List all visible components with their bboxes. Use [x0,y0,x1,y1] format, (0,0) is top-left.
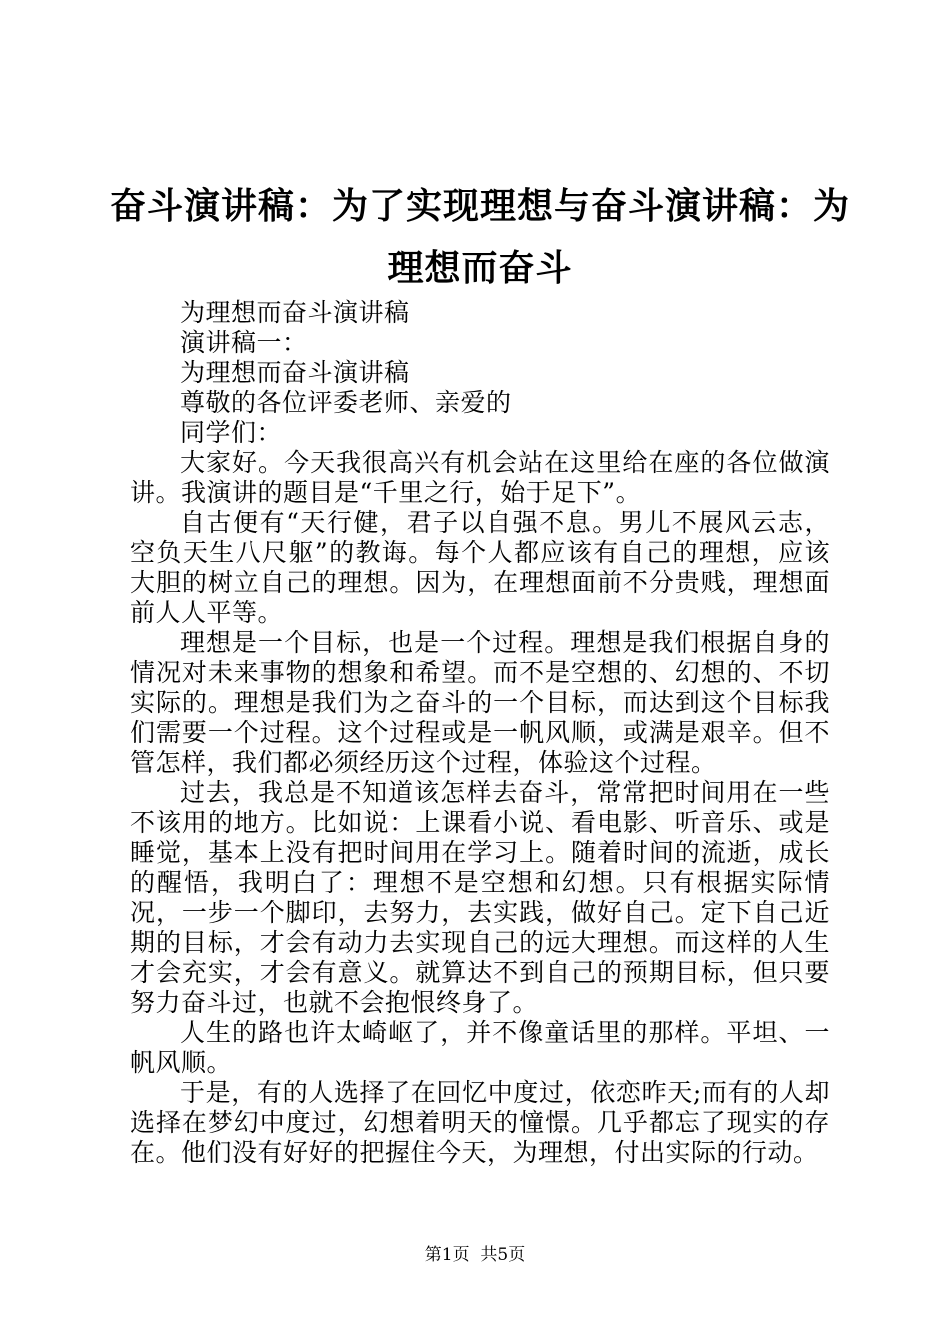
paragraph: 大家好。今天我很高兴有机会站在这里给在座的各位做演讲。我演讲的题目是“千里之行，始于足下”。 [130,448,830,507]
paragraph: 于是，有的人选择了在回忆中度过，依恋昨天;而有的人却选择在梦幻中度过，幻想着明天的憧憬。几乎都忘了现实的存在。他们没有好好的把握住今天，为理想，付出实际的行动。 [130,1078,830,1167]
page-number: 第1页 [424,1245,470,1265]
paragraph: 同学们： [180,418,283,447]
paragraph: 人生的路也许太崎岖了，并不像童话里的那样。平坦、一帆风顺。 [130,1018,830,1077]
document-title: 奋斗演讲稿：为了实现理想与奋斗演讲稿：为理想而奋斗 [110,186,851,289]
paragraph: 尊敬的各位评委老师、亲爱的 [180,388,512,417]
paragraph: 为理想而奋斗演讲稿 [180,358,410,387]
paragraph: 为理想而奋斗演讲稿 [180,298,410,327]
paragraph: 理想是一个目标，也是一个过程。理想是我们根据自身的情况对未来事物的想象和希望。而不是空想的、幻想的、不切实际的。理想是我们为之奋斗的一个目标，而达到这个目标我们需要一个过程。这个过程或是一帆风顺，或满是艰辛。但不管怎样，我们都必须经历这个过程，体验这个过程。 [130,628,830,777]
document-body [130,298,830,1168]
paragraph: 过去，我总是不知道该怎样去奋斗，常常把时间用在一些不该用的地方。比如说：上课看小说、看电影、听音乐、或是睡觉，基本上没有把时间用在学习上。随着时间的流逝，成长的醒悟，我明白了：理想不是空想和幻想。只有根据实际情况，一步一个脚印，去努力，去实践，做好自己。定下自己近期的目标，才会有动力去实现自己的远大理想。而这样的人生才会充实，才会有意义。就算达不到自己的预期目标，但只要努力奋斗过，也就不会抱恨终身了。 [130,778,830,1017]
page-total: 共5页 [480,1245,526,1265]
paragraph: 自古便有“天行健，君子以自强不息。男儿不展风云志，空负天生八尺躯”的教诲。每个人都应该有自己的理想，应该大胆的树立自己的理想。因为，在理想面前不分贵贱，理想面前人人平等。 [130,508,830,627]
paragraph: 演讲稿一： [180,328,308,357]
page-footer [0,1244,950,1266]
